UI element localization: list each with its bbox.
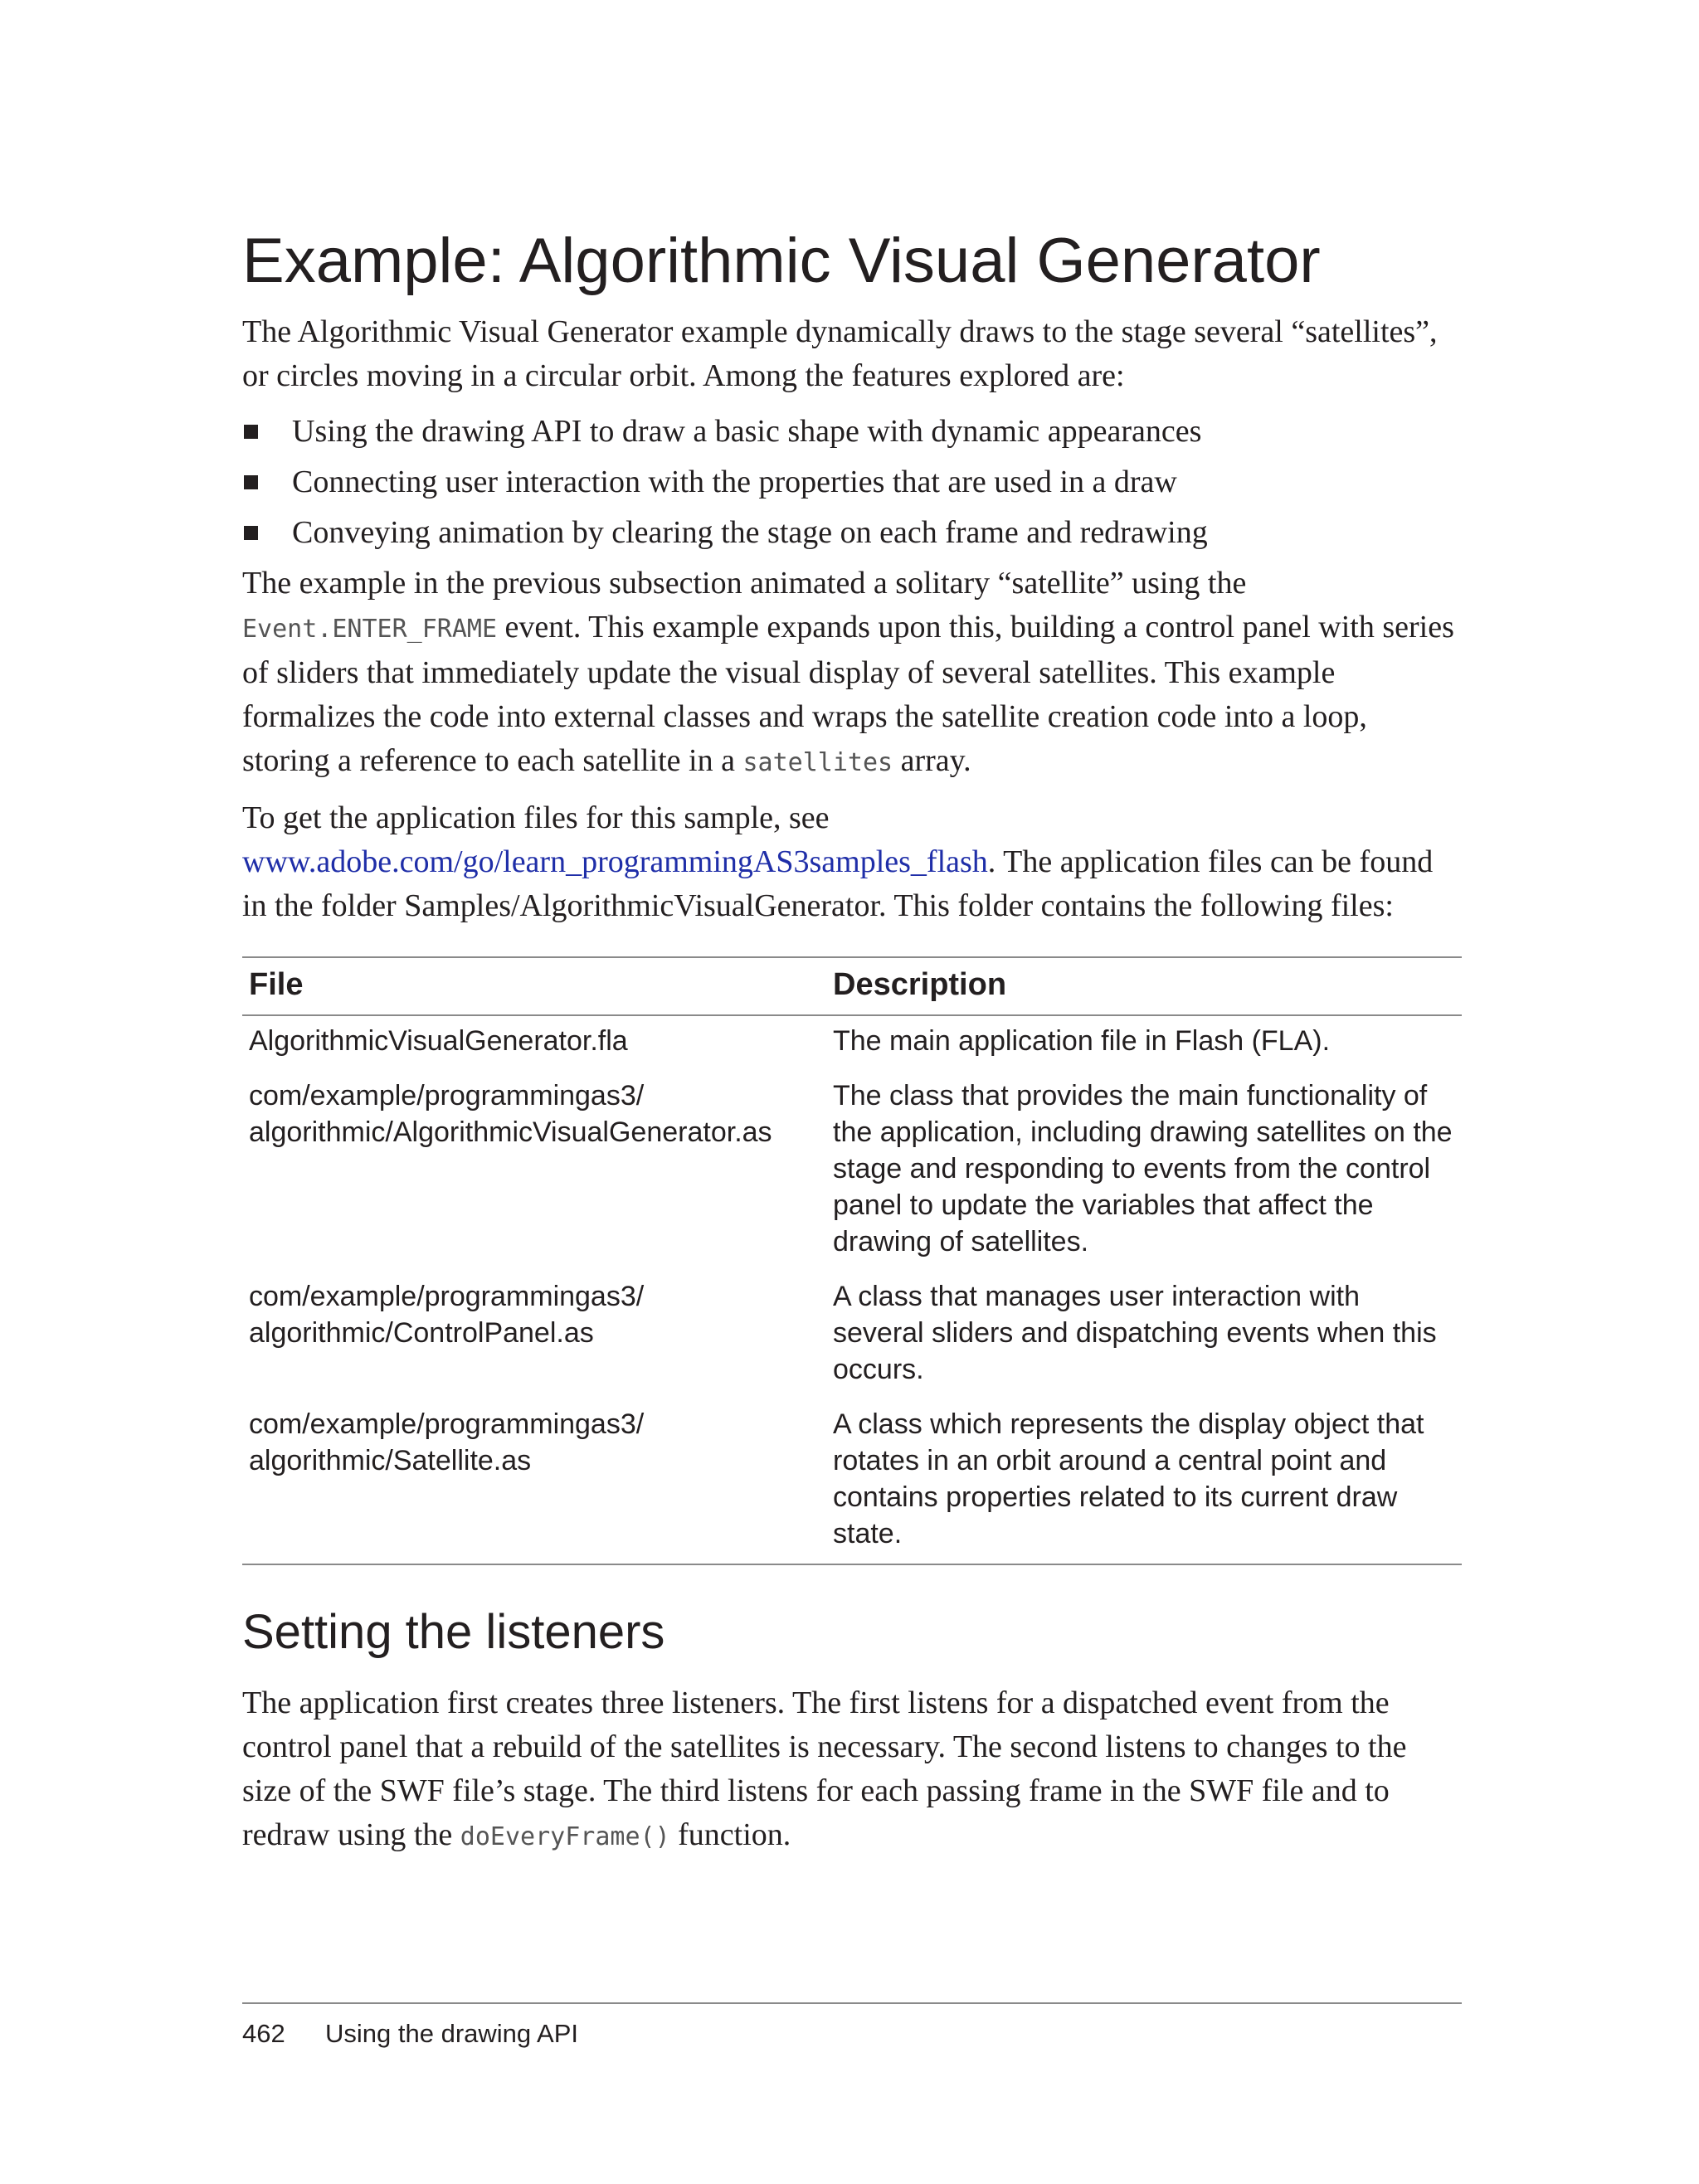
table-row [242,1015,1462,1071]
list-item-text: Connecting user interaction with the properties that are used in a draw [292,465,1177,499]
page-number: 462 [242,2019,285,2048]
text-run: function. [669,1817,791,1852]
list-item-text: Conveying animation by clearing the stage on each frame and redrawing [292,515,1208,550]
page-footer [242,2017,578,2050]
text-run: event. This example expands upon this, building a control panel with series of sliders that immediately update the visual display of several satellites. This example formalizes the code into external classes and wraps the satellite creation code into a loop, storing a reference to each satellite in a [242,610,1454,778]
square-bullet-icon [244,425,258,439]
file-cell: com/example/programmingas3/ algorithmic/Satellite.as [249,1408,645,1476]
files-paragraph [242,796,1462,928]
square-bullet-icon [244,475,258,489]
description-cell: The main application file in Flash (FLA). [833,1025,1331,1057]
samples-link[interactable]: www.adobe.com/go/learn_programmingAS3samples_flash [242,844,988,879]
text-run: array. [893,743,971,778]
list-item [242,410,1462,454]
list-item-text: Using the drawing API to draw a basic shape with dynamic appearances [292,414,1202,449]
listeners-paragraph [242,1681,1462,1859]
description-cell: A class that manages user interaction with several sliders and dispatching events when this occurs. [833,1281,1437,1385]
file-cell: com/example/programmingas3/ algorithmic/ControlPanel.as [249,1281,645,1349]
code-do-every-frame: doEveryFrame() [460,1822,670,1851]
text-run: The example in the previous subsection animated a solitary “satellite” using the [242,566,1247,601]
section-heading: Setting the listeners [242,1605,665,1659]
feature-list [242,410,1462,555]
text-run: The application first creates three listeners. The first listens for a dispatched event from the control panel that a rebuild of the satellites is necessary. The second listens to changes to the size of the SWF file’s stage. The third listens for each passing frame in the SWF file and to redraw using the [242,1685,1407,1852]
code-satellites: satellites [742,748,893,777]
table-row [242,1399,1462,1564]
footer-section-title: Using the drawing API [325,2019,579,2048]
text-run: . The application files can be found in the folder Samples/AlgorithmicVisualGenerator. This folder contains the following files: [242,844,1434,923]
footer-divider [242,2002,1462,2004]
table-row [242,1272,1462,1399]
list-item [242,460,1462,504]
table-row [242,1071,1462,1272]
intro-paragraph: The Algorithmic Visual Generator example dynamically draws to the stage several “satellites”, or circles moving in a circular orbit. Among the features explored are: [242,314,1438,393]
description-paragraph [242,562,1462,785]
file-cell: AlgorithmicVisualGenerator.fla [249,1025,628,1057]
files-table [242,956,1462,1565]
page-title: Example: Algorithmic Visual Generator [242,226,1321,296]
list-item [242,511,1462,555]
page-content [242,224,1462,1870]
table-header-row [242,957,1462,1015]
description-cell: The class that provides the main functionality of the application, including drawing satellites on the stage and responding to events from the control panel to update the variables that affect the drawing of satellites. [833,1080,1453,1257]
column-header-description: Description [826,957,1462,1015]
text-run: To get the application files for this sample, see [242,800,830,835]
square-bullet-icon [244,526,258,540]
code-enter-frame: Event.ENTER_FRAME [242,615,498,644]
column-header-file: File [242,957,826,1015]
description-cell: A class which represents the display object that rotates in an orbit around a central point and contains properties related to its current draw state. [833,1408,1424,1549]
file-cell: com/example/programmingas3/ algorithmic/AlgorithmicVisualGenerator.as [249,1080,772,1148]
